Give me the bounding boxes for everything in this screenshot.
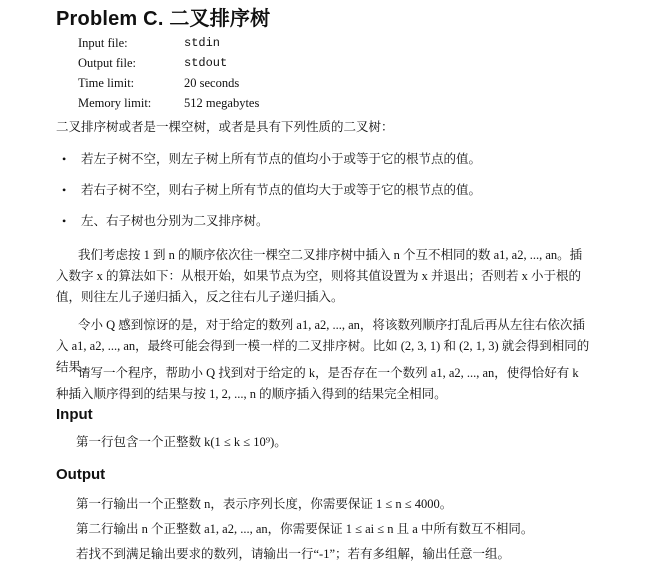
input-text: 第一行包含一个正整数 k(1 ≤ k ≤ 10⁹)。 bbox=[76, 435, 287, 449]
meta-row-output-file bbox=[78, 53, 259, 73]
meta-label: Time limit: bbox=[78, 75, 135, 90]
meta-label: Output file: bbox=[78, 55, 136, 70]
output-line: 若找不到满足输出要求的数列，请输出一行“-1”；若有多组解，输出任意一组。 bbox=[76, 547, 511, 561]
meta-row-time-limit bbox=[78, 73, 259, 93]
meta-label: Input file: bbox=[78, 35, 128, 50]
list-item bbox=[62, 211, 481, 242]
list-item bbox=[62, 180, 481, 211]
meta-row-input-file bbox=[78, 33, 259, 53]
input-heading: Input bbox=[56, 406, 93, 423]
bullet-icon: • bbox=[62, 152, 67, 166]
output-line: 第一行输出一个正整数 n，表示序列长度，你需要保证 1 ≤ n ≤ 4000。 bbox=[76, 497, 453, 511]
meta-value: 20 seconds bbox=[184, 75, 240, 90]
list-item-text: 若左子树不空，则左子树上所有节点的值均小于或等于它的根节点的值。 bbox=[81, 152, 482, 166]
meta-label: Memory limit: bbox=[78, 95, 152, 110]
meta-value: stdin bbox=[184, 36, 221, 50]
paragraph-insertion-algorithm: 我们考虑按 1 到 n 的顺序依次往一棵空二叉排序树中插入 n 个互不相同的数 a1, a2, ..., an。插入数字 x 的算法如下：从根开始，如果节点为空，则将其值设置为 x 并退出；否则若 x 小于根的值，则往左儿子递归插入，反之往右儿子递归插入。 bbox=[56, 248, 583, 304]
meta-value: 512 megabytes bbox=[184, 95, 260, 110]
list-item-text: 左、右子树也分别为二叉排序树。 bbox=[81, 214, 269, 228]
bullet-icon: • bbox=[62, 183, 67, 197]
list-item-text: 若右子树不空，则右子树上所有节点的值均大于或等于它的根节点的值。 bbox=[81, 183, 482, 197]
problem-meta-table bbox=[78, 33, 259, 113]
paragraph-same-tree: 令小 Q 感到惊讶的是，对于给定的数列 a1, a2, ..., an，将该数列顺序打乱后再从左往右依次插入 a1, a2, ..., an，最终可能会得到一模一样的二叉排序树。比如 (2, 3, 1) 和 (2, 1, 3) 就会得到相同的结果。 bbox=[56, 318, 590, 374]
output-heading: Output bbox=[56, 466, 106, 483]
paragraph-task: 请写一个程序，帮助小 Q 找到对于给定的 k，是否存在一个数列 a1, a2, ..., an，使得恰好有 k 种插入顺序得到的结果与按 1, 2, ..., n 的顺序插入得到的结果完全相同。 bbox=[56, 366, 579, 401]
problem-title: Problem C. 二叉排序树 bbox=[56, 8, 271, 30]
bullet-icon: • bbox=[62, 214, 67, 228]
list-item bbox=[62, 149, 481, 180]
meta-value: stdout bbox=[184, 56, 228, 70]
meta-row-memory-limit bbox=[78, 93, 259, 113]
output-line: 第二行输出 n 个正整数 a1, a2, ..., an，你需要保证 1 ≤ ai ≤ n 且 a 中所有数互不相同。 bbox=[76, 522, 534, 536]
intro-text: 二叉排序树或者是一棵空树，或者是具有下列性质的二叉树： bbox=[56, 120, 394, 134]
bst-properties-list bbox=[62, 149, 481, 242]
